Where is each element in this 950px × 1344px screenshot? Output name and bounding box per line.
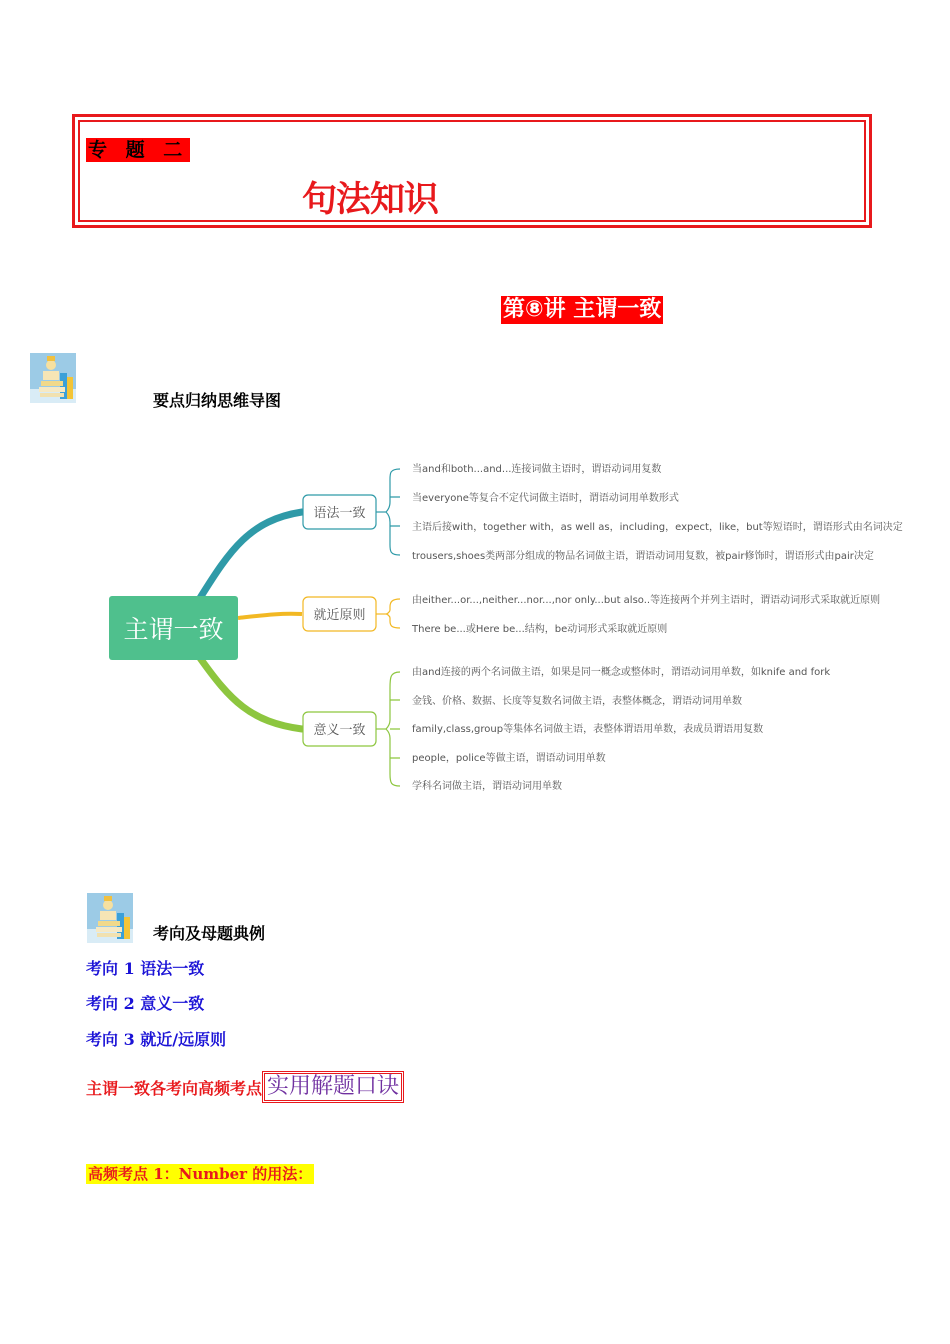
- direction-2: 考向 2 意义一致: [86, 994, 205, 1013]
- connector-grammar: [200, 512, 302, 598]
- title-frame: [72, 114, 872, 228]
- grammar-item-1: 当and和both...and...连接词做主语时，谓语动词用复数: [412, 464, 662, 475]
- branch-label-proximity: 就近原则: [313, 608, 366, 623]
- meaning-item-1: 由and连接的两个名词做主语，如果是同一概念或整体时，谓语动词用单数，如knife and fork: [412, 667, 831, 678]
- proximity-item-1: 由either...or...,neither...nor...,nor only...but also..等连接两个并列主语时，谓语动词形式采取就近原则: [412, 595, 881, 606]
- books-icon: [30, 353, 76, 403]
- topic-label: 专 题 二: [88, 139, 189, 161]
- books-icon: [87, 893, 133, 943]
- tips-boxed-title: 实用解题口诀: [264, 1073, 402, 1101]
- meaning-item-4: people，police等做主语，谓语动词用单数: [412, 753, 606, 764]
- grammar-item-4: trousers,shoes类两部分组成的物品名词做主语，谓语动词用复数，被pair修饰时，谓语形式由pair决定: [412, 551, 874, 562]
- meaning-item-3: family,class,group等集体名词做主语，表整体谓语用单数，表成员谓语用复数: [412, 724, 764, 735]
- branch-label-grammar: 语法一致: [313, 506, 366, 521]
- title-frame-inner: [78, 120, 866, 222]
- meaning-item-5: 学科名词做主语，谓语动词用单数: [412, 781, 562, 792]
- proximity-item-2: There be...或Here be...结构，be动词形式采取就近原则: [412, 624, 668, 635]
- branch-label-meaning: 意义一致: [313, 723, 366, 738]
- direction-1: 考向 1 语法一致: [86, 959, 205, 978]
- main-title: 句法知识: [302, 180, 439, 220]
- lesson-title: 第⑧讲 主谓一致: [503, 297, 662, 322]
- section-label-examples: 考向及母题典例: [153, 924, 266, 943]
- section-label-mindmap: 要点归纳思维导图: [153, 391, 282, 410]
- grammar-item-3: 主语后接with，together with，as well as，including，expect，like，but等短语时，谓语形式由名词决定: [412, 522, 903, 533]
- mindmap-root-label: 主谓一致: [123, 615, 224, 644]
- direction-3: 考向 3 就近/远原则: [86, 1030, 227, 1049]
- tips-prefix: 主谓一致各考向高频考点: [86, 1078, 263, 1098]
- meaning-item-2: 金钱、价格、数据、长度等复数名词做主语，表整体概念，谓语动词用单数: [412, 696, 742, 707]
- tips-line: [86, 1072, 402, 1102]
- mind-map: [100, 450, 930, 810]
- high-frequency-point-1: 高频考点 1：Number 的用法：: [88, 1165, 313, 1183]
- connector-proximity: [238, 614, 302, 618]
- grammar-item-2: 当everyone等复合不定代词做主语时，谓语动词用单数形式: [412, 493, 679, 504]
- connector-meaning: [200, 658, 302, 729]
